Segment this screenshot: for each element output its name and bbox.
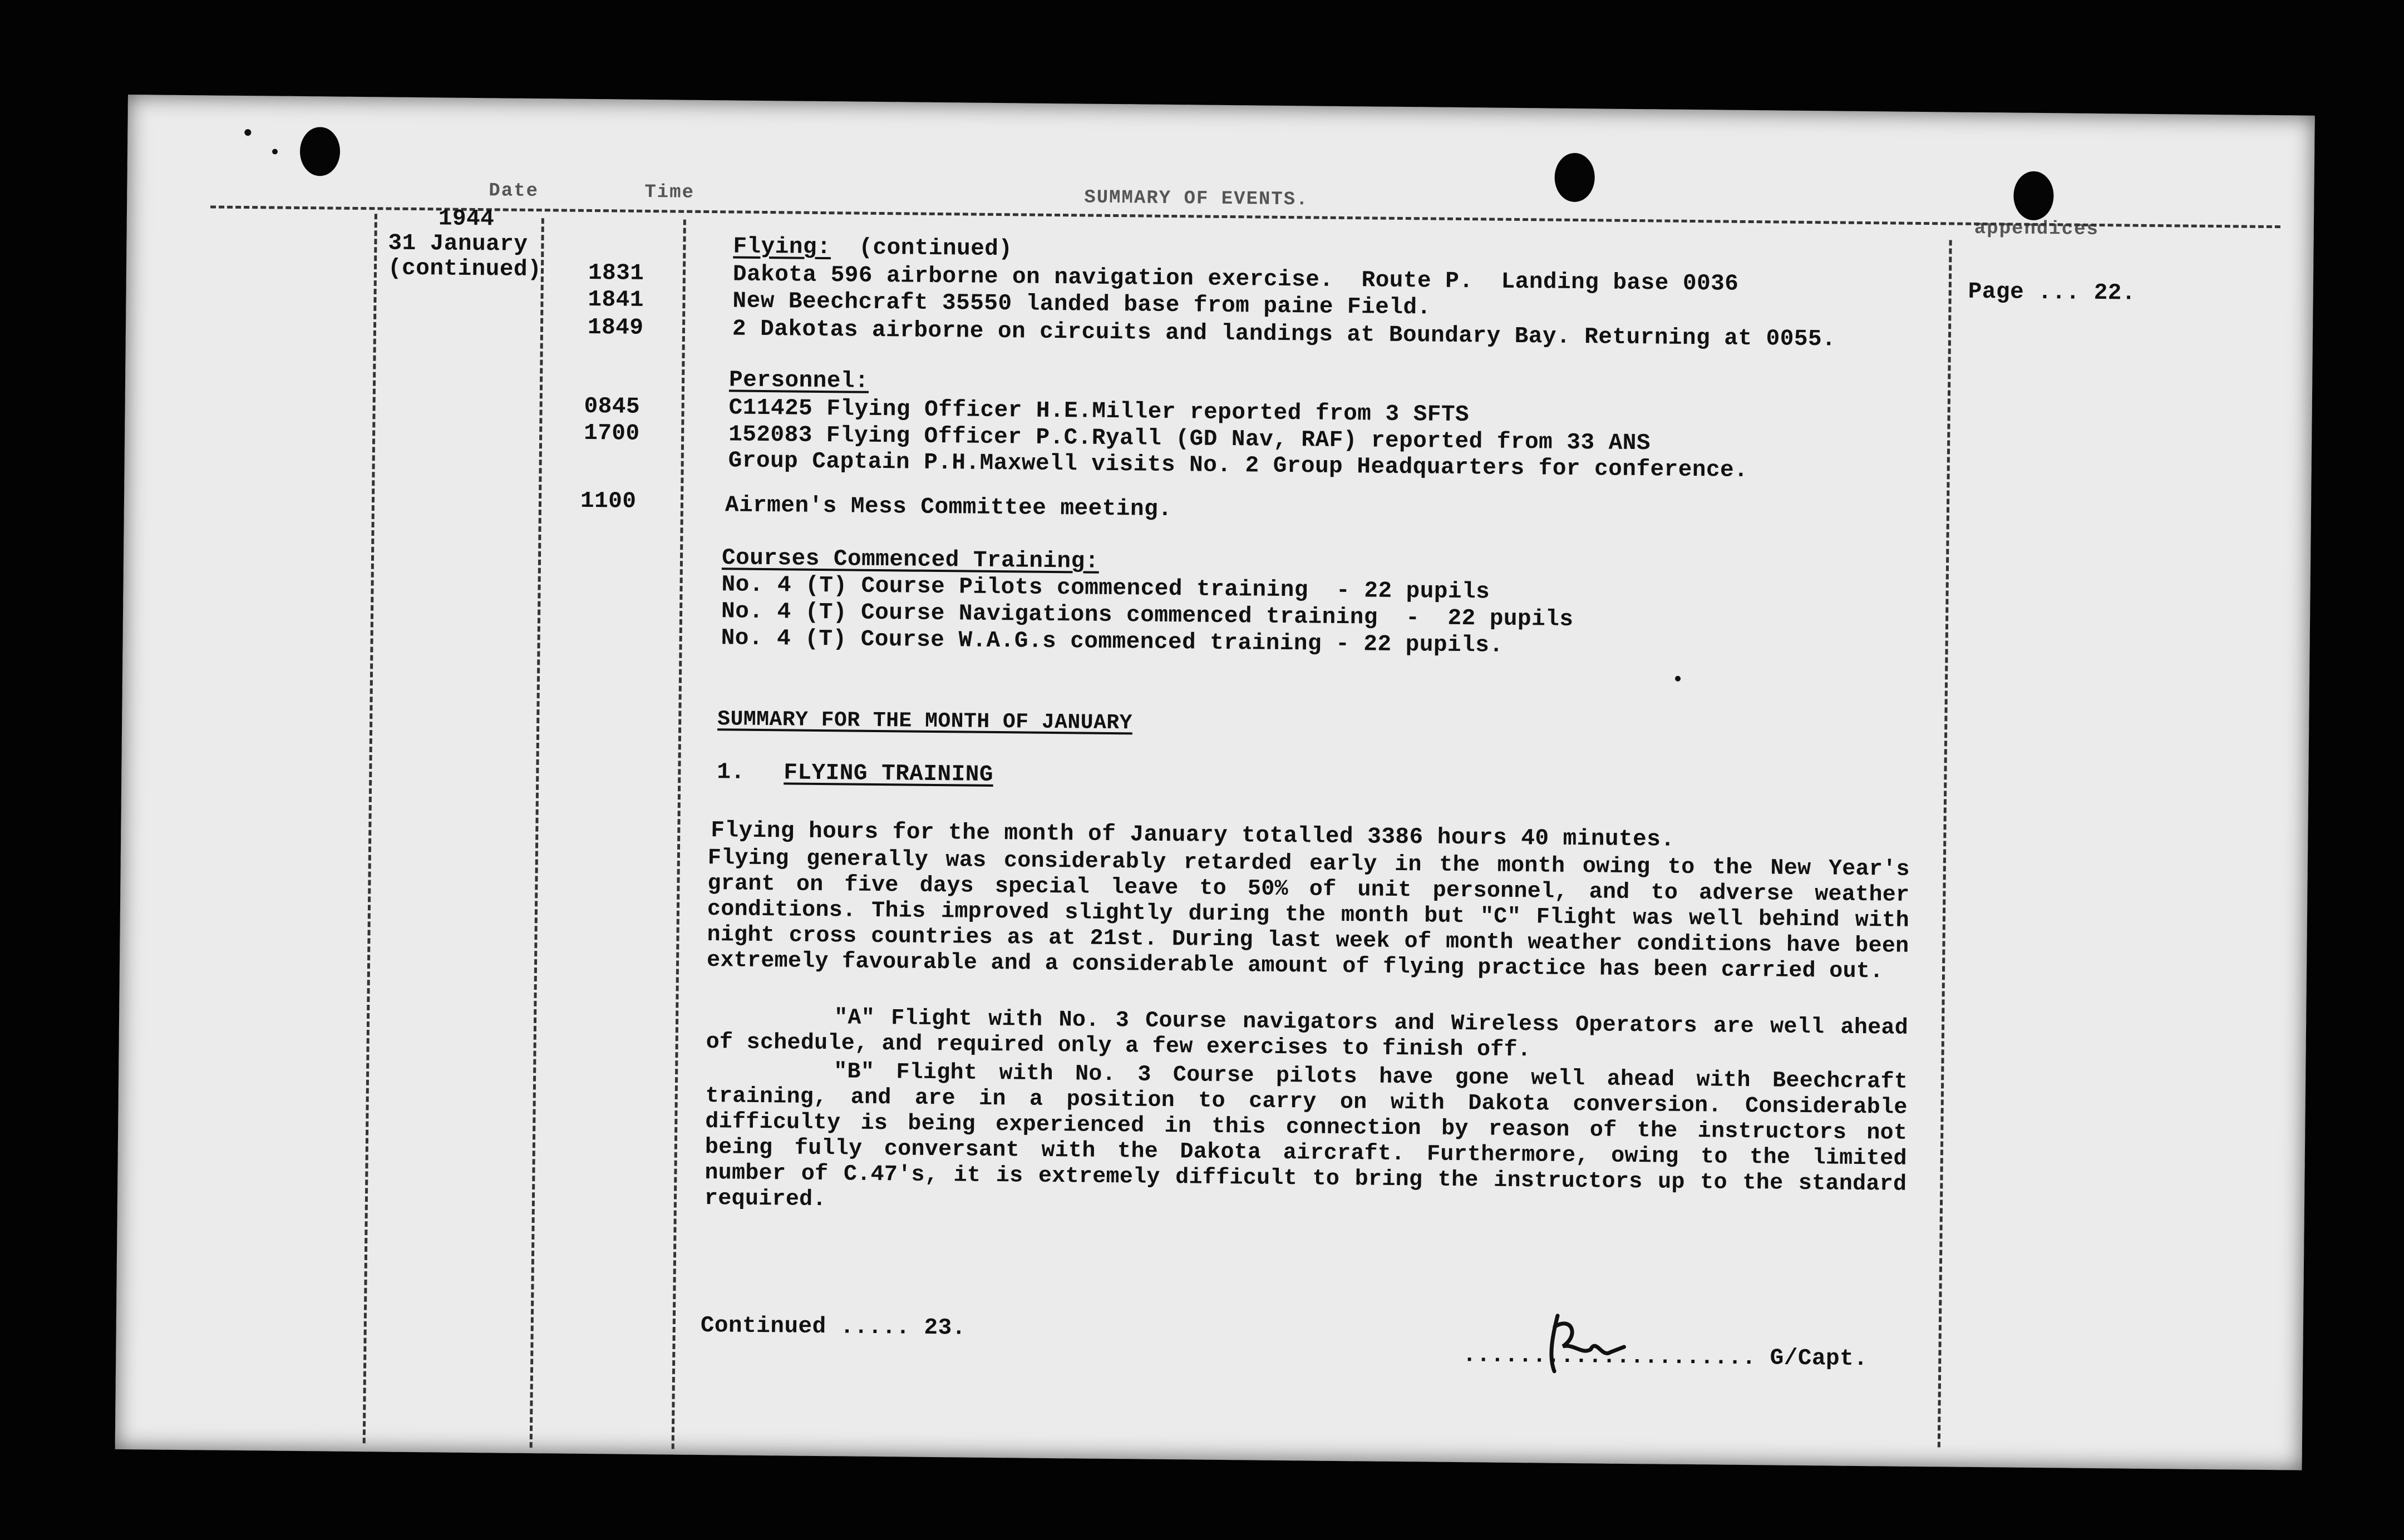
date-day: 31 January <box>388 230 528 258</box>
personnel-time: 0845 <box>584 393 641 420</box>
section-title: FLYING TRAINING <box>784 760 994 788</box>
flying-entry: 2 Dakotas airborne on circuits and landings at Boundary Bay. Returning at 0055. <box>732 316 1836 353</box>
personnel-entry: C11425 Flying Officer H.E.Miller reported from 3 SFTS <box>728 395 1470 428</box>
hours-line: Flying hours for the month of January totalled 3386 hours 40 minutes. <box>711 818 1675 853</box>
flying-time: 1831 <box>588 260 644 287</box>
section-number: 1. <box>717 759 745 786</box>
courses-heading: Courses Commenced Training: <box>721 545 1100 575</box>
column-rule-summary <box>672 220 686 1449</box>
personnel-time: 1100 <box>580 488 637 515</box>
date-continued: (continued) <box>387 255 542 283</box>
flying-heading <box>733 234 1013 262</box>
personnel-entry: Group Captain P.H.Maxwell visits No. 2 Group Headquarters for conference. <box>728 448 1748 483</box>
punch-hole-center <box>1554 153 1595 203</box>
page-reference: Page ... 22. <box>1968 279 2136 307</box>
summary-paragraph-3: "B" Flight with No. 3 Course pilots have gone well ahead with Beechcraft training, and are in a position to carry on with Dakota conversion. Considerable difficulty is being experienced in this connection by reason of the instructors not being fully conversant with the Dakota aircraft. Furthermore, owing to the limited number of C.47's, it is extremely difficult to bring the instructors up to the standard required. <box>704 1059 1908 1213</box>
continued-note: Continued ..... 23. <box>700 1312 966 1341</box>
punch-hole-right <box>2013 171 2054 221</box>
column-rule-appendices <box>1938 240 1952 1447</box>
flying-entry: Dakota 596 airborne on navigation exercise. Route P. Landing base 0036 <box>732 261 1739 297</box>
year: 1944 <box>438 206 495 233</box>
signature-line: ..................... G/Capt. <box>1462 1342 1868 1373</box>
flying-heading-suffix: (continued) <box>830 235 1013 263</box>
personnel-entry: Airmen's Mess Committee meeting. <box>725 492 1173 523</box>
personnel-heading: Personnel: <box>728 367 869 394</box>
speck <box>244 129 251 136</box>
flying-time: 1849 <box>587 314 644 341</box>
document-page <box>115 95 2315 1470</box>
speck <box>272 149 278 154</box>
column-rule-date <box>363 214 377 1443</box>
personnel-entry: 152083 Flying Officer P.C.Ryall (GD Nav, RAF) reported from 33 ANS <box>728 422 1651 457</box>
course-line: No. 4 (T) Course Pilots commenced training - 22 pupils <box>721 572 1490 605</box>
flying-time: 1841 <box>588 287 644 313</box>
header-time-label: Time <box>644 181 695 204</box>
page-title: SUMMARY OF EVENTS. <box>1084 187 1309 211</box>
column-rule-time <box>530 218 544 1448</box>
flying-entry: New Beechcraft 35550 landed base from paine Field. <box>732 288 1431 321</box>
summary-paragraph-2: "A" Flight with No. 3 Course navigators and Wireless Operators are well ahead of schedule, and required only a few exercises to finish off. <box>706 1005 1909 1063</box>
course-line: No. 4 (T) Course W.A.G.s commenced training - 22 pupils. <box>721 625 1504 659</box>
personnel-time: 1700 <box>583 420 640 447</box>
punch-hole-left <box>300 127 341 176</box>
summary-heading: SUMMARY FOR THE MONTH OF JANUARY <box>717 707 1133 736</box>
header-appendices-label: appendices <box>1974 218 2100 241</box>
speck <box>1675 676 1681 682</box>
flying-heading-label: Flying: <box>733 234 831 261</box>
header-date-label: Date <box>489 180 539 203</box>
course-line: No. 4 (T) Course Navigations commenced training - 22 pupils <box>721 599 1574 633</box>
summary-paragraph-1: Flying generally was considerably retarded early in the month owing to the New Year's grant on five days special leave to 50% of unit personnel, and to adverse weather conditions. This improved slightly during the month but "C" Flight was well behind with night cross countries as at 21st. During last week of month weather conditions have been extremely favourable and a considerable amount of flying practice has been carried out. <box>706 846 1910 985</box>
